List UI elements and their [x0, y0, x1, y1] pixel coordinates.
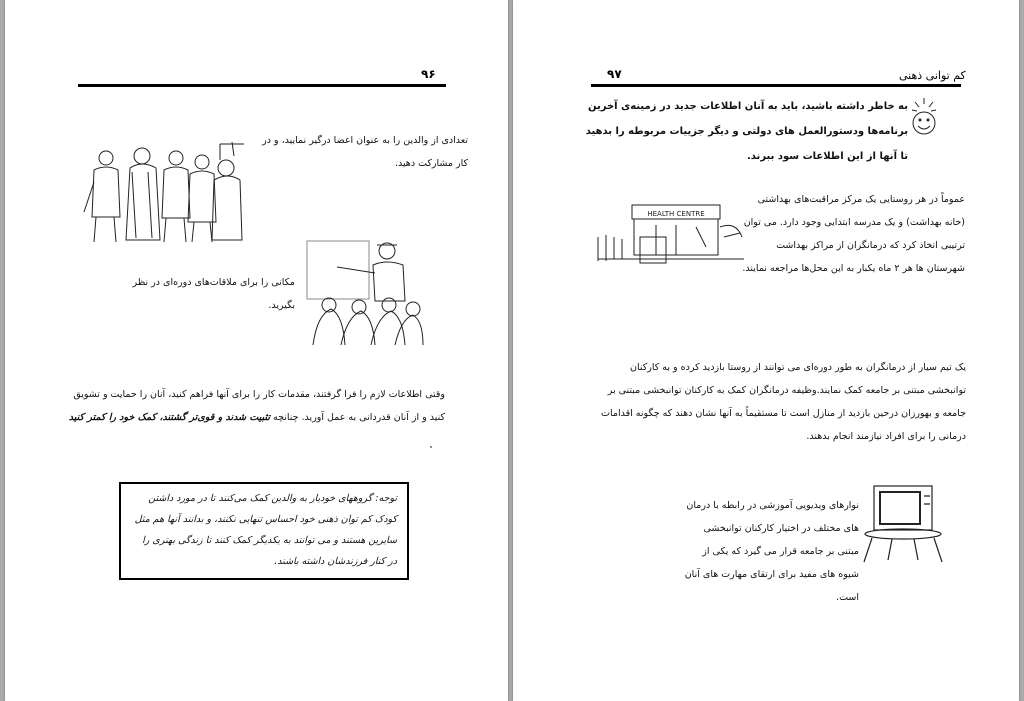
meeting-illustration	[305, 239, 425, 345]
stray-dot	[430, 446, 432, 448]
paragraph-support	[67, 383, 445, 429]
running-title: کم توانی ذهنی	[899, 69, 966, 82]
support-line-1: وقتی اطلاعات لازم را فرا گرفتند، مقدمات کار را برای آنها فراهم کنید، آنان را حمایت و تشویق	[73, 389, 445, 400]
health-centre-illustration	[596, 197, 746, 269]
page-number: ۹۷	[607, 67, 622, 81]
paragraph-meeting-place: مکانی را برای ملاقات‌های دوره‌ای در نظر بگیرید.	[132, 277, 295, 311]
header-rule	[78, 84, 446, 87]
header-rule	[591, 84, 961, 87]
support-line-2	[67, 406, 445, 429]
paragraph-health-centre: عموماً در هر روستایی یک مرکز مراقبت‌های بهداشتی (خانه بهداشت) و یک مدرسه ابتدایی وجود دارد. می توان ترتیبی اتخاذ کرد که درمانگران از مراکز بهداشت شهرستان ها هر ۲ ماه یکبار به این محل‌ها مراجعه نمایند.	[742, 194, 965, 274]
support-emphasis: تثبیت شدند و قوی‌تر گشتند، کمک خود را کمتر کنید	[68, 412, 270, 423]
paragraph-mobile-team: یک تیم سیار از درمانگران به طور دوره‌ای می توانند از روستا بازدید کرده و به کارکنان توانبخشی مبتنی بر جامعه کمک نمایند.وظیفه درمانگران کمک به کارکنان توانبخشی مبتنی بر جامعه و بهورزان درحین بازدید از منازل است تا مستقیماً به آنها نشان دهند که چگونه اقدامات درمانی را برای افراد نیازمند انجام بدهند.	[601, 362, 966, 442]
left-page	[5, 0, 508, 701]
paragraph-involve-parents: تعدادی از والدین را به عنوان اعضا درگیر نمایید، و در کار مشارکت دهید.	[262, 135, 468, 169]
note-text: توجه: گروههای خودیار به والدین کمک می‌کنند تا در مورد داشتن کودک کم توان ذهنی خود احساس تنهایی نکنند، و بدانند آنها هم مثل سایرین هستند و می توانند به یکدیگر کمک کنند تا زندگی بهتری را در کنار فرزندشان داشته باشند.	[134, 493, 397, 567]
note-box	[119, 482, 409, 580]
page-number: ۹۶	[421, 67, 436, 81]
right-page	[513, 0, 1019, 701]
parents-group-illustration	[80, 142, 245, 244]
intro-bold: به خاطر داشته باشید، باید به آنان اطلاعات جدید در زمینه‌ی آخرین برنامه‌ها ودستورالعمل های دولتی و دیگر جزییات مربوطه را بدهید تا آنها از این اطلاعات سود ببرند.	[585, 101, 908, 162]
support-line-2-text: کنید و از آنان قدردانی به عمل آورید. چنانچه	[273, 412, 445, 423]
television-illustration	[862, 482, 944, 564]
health-sign-text: HEALTH CENTRE	[647, 210, 705, 218]
smiley-icon	[911, 96, 937, 138]
paragraph-training-videos: نوارهای ویدیویی آموزشی در رابطه با درمان های مختلف در اختیار کارکنان توانبخشی مبتنی بر جامعه قرار می گیرد که یکی از شیوه های مفید برای ارتقای مهارت های آنان است.	[684, 500, 859, 603]
